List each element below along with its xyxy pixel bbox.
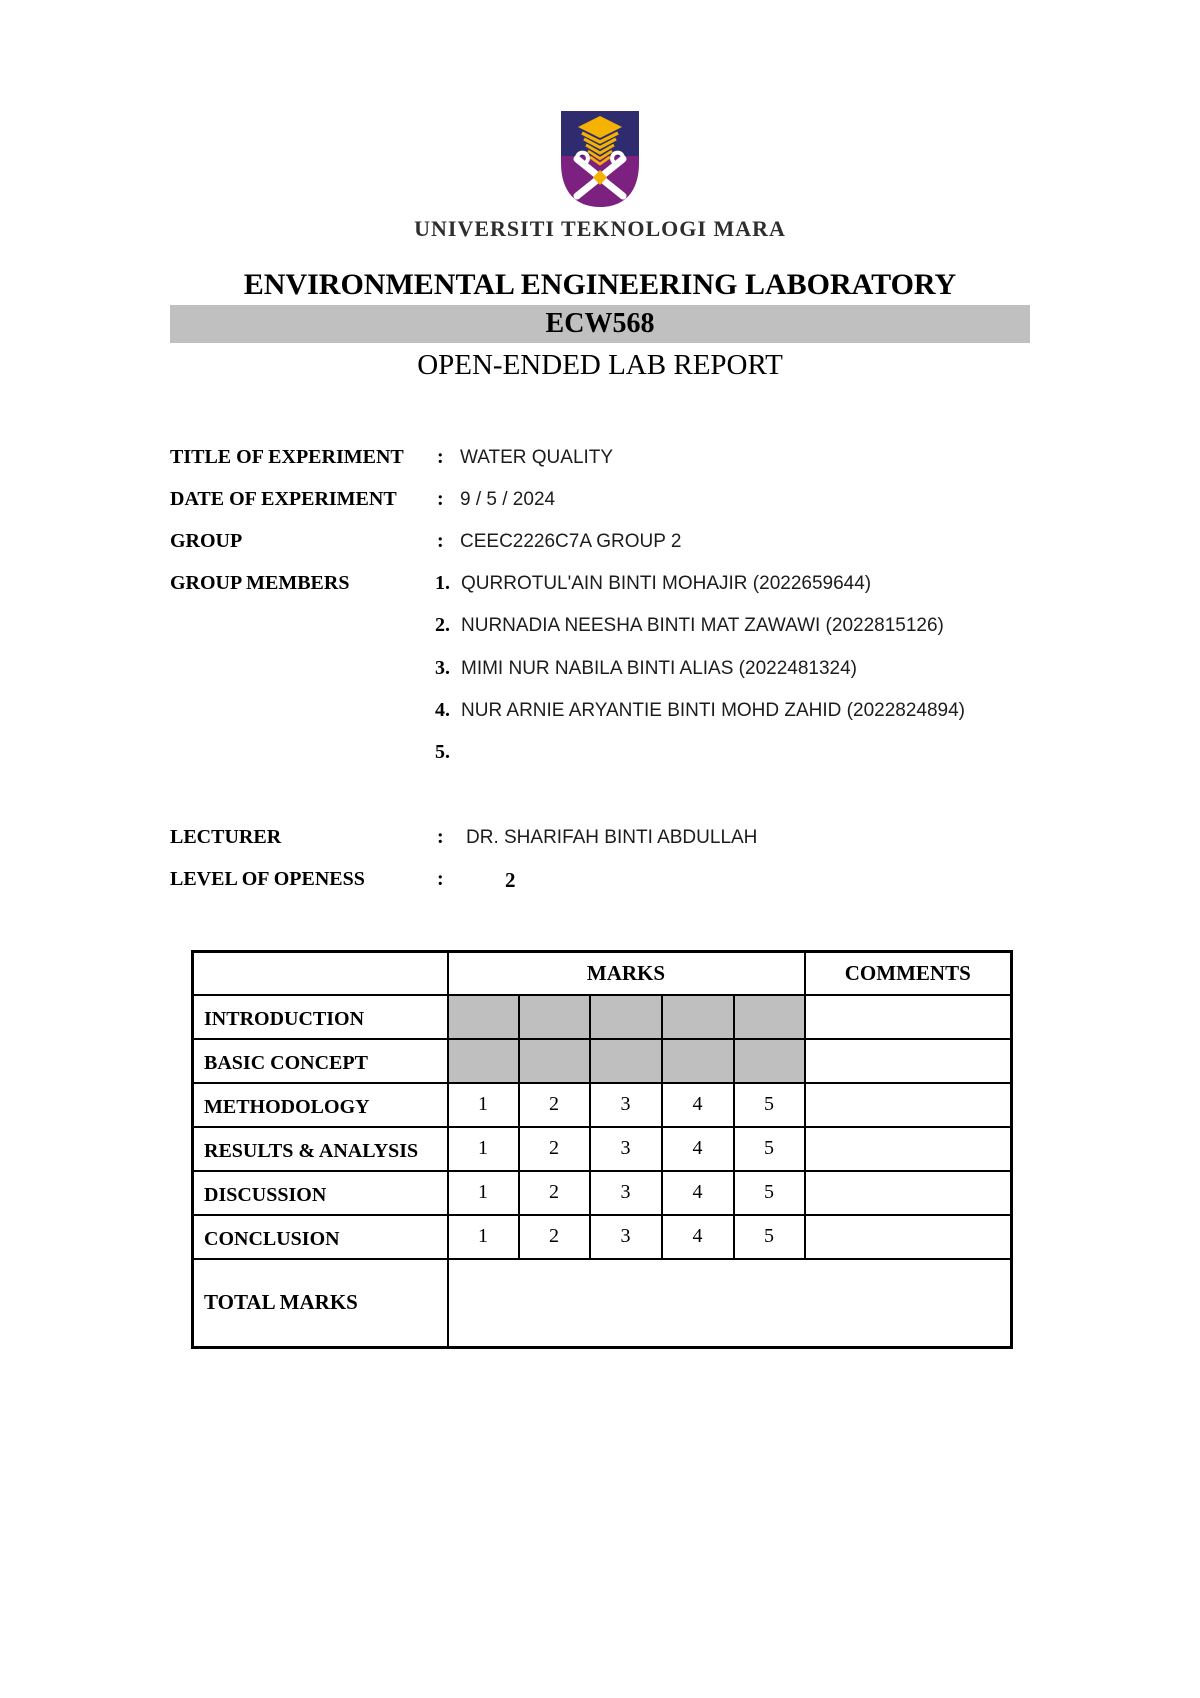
row-label: CONCLUSION — [193, 1215, 448, 1259]
course-code: ECW568 — [545, 308, 655, 339]
member-name: NURNADIA NEESHA BINTI MAT ZAWAWI (2022815126) — [461, 615, 944, 636]
mark-cell: 2 — [519, 1083, 590, 1127]
header-empty-cell — [193, 952, 448, 995]
mark-cell: 4 — [662, 1171, 734, 1215]
member-number: 5. — [435, 741, 450, 763]
comments-cell — [805, 1171, 1012, 1215]
field-label: LECTURER — [170, 826, 282, 848]
total-marks-label: TOTAL MARKS — [193, 1259, 448, 1348]
mark-cell: 1 — [448, 1171, 519, 1215]
row-label: DISCUSSION — [193, 1171, 448, 1215]
report-subtitle: OPEN-ENDED LAB REPORT — [417, 349, 783, 381]
field-separator: : — [437, 868, 444, 890]
row-label: BASIC CONCEPT — [193, 1039, 448, 1083]
mark-cell — [590, 1039, 662, 1083]
field-separator: : — [437, 826, 444, 848]
header-marks: MARKS — [448, 952, 805, 995]
comments-cell — [805, 1215, 1012, 1259]
mark-cell — [519, 1039, 590, 1083]
field-row-level-of-openness — [170, 868, 1070, 896]
field-value: 9 / 5 / 2024 — [460, 489, 556, 510]
mark-cell: 3 — [590, 1171, 662, 1215]
table-row-introduction — [193, 995, 1012, 1039]
member-name: QURROTUL'AIN BINTI MOHAJIR (2022659644) — [461, 573, 872, 594]
mark-cell: 4 — [662, 1215, 734, 1259]
course-code-banner — [170, 305, 1030, 343]
marks-table — [191, 950, 1013, 1349]
row-label: METHODOLOGY — [193, 1083, 448, 1127]
table-row-conclusion — [193, 1215, 1012, 1259]
mark-cell — [662, 995, 734, 1039]
member-item-2 — [170, 614, 1090, 642]
field-value: WATER QUALITY — [460, 447, 614, 468]
mark-cell: 5 — [734, 1083, 805, 1127]
mark-cell — [662, 1039, 734, 1083]
mark-cell: 1 — [448, 1083, 519, 1127]
mark-cell — [448, 995, 519, 1039]
member-item-3 — [170, 657, 1090, 685]
mark-cell: 5 — [734, 1171, 805, 1215]
document-title: ENVIRONMENTAL ENGINEERING LABORATORY — [243, 268, 957, 301]
member-number: 2. — [435, 614, 450, 636]
table-header-row — [193, 952, 1012, 995]
table-row-results-analysis — [193, 1127, 1012, 1171]
field-label: TITLE OF EXPERIMENT — [170, 446, 404, 468]
field-row-date-of-experiment — [170, 488, 1070, 516]
mark-cell: 2 — [519, 1171, 590, 1215]
member-number: 4. — [435, 699, 450, 721]
mark-cell: 5 — [734, 1215, 805, 1259]
field-value: 2 — [505, 868, 516, 892]
field-separator: : — [437, 530, 444, 552]
comments-cell — [805, 1127, 1012, 1171]
row-label: RESULTS & ANALYSIS — [193, 1127, 448, 1171]
logo-caption: UNIVERSITI TEKNOLOGI MARA — [414, 216, 786, 241]
mark-cell: 3 — [590, 1083, 662, 1127]
mark-cell: 3 — [590, 1215, 662, 1259]
mark-cell: 2 — [519, 1215, 590, 1259]
field-label: GROUP MEMBERS — [170, 572, 350, 594]
table-row-total-marks — [193, 1259, 1012, 1348]
member-name: NUR ARNIE ARYANTIE BINTI MOHD ZAHID (2022824894) — [461, 700, 966, 721]
comments-cell — [805, 1083, 1012, 1127]
field-separator: : — [437, 488, 444, 510]
field-row-title-of-experiment — [170, 446, 1070, 474]
member-number: 3. — [435, 657, 450, 679]
field-value: DR. SHARIFAH BINTI ABDULLAH — [466, 827, 758, 848]
field-label: GROUP — [170, 530, 243, 552]
mark-cell: 2 — [519, 1127, 590, 1171]
field-row-lecturer — [170, 826, 1070, 854]
table-row-discussion — [193, 1171, 1012, 1215]
mark-cell — [448, 1039, 519, 1083]
mark-cell — [590, 995, 662, 1039]
field-row-group — [170, 530, 1070, 558]
mark-cell — [734, 995, 805, 1039]
field-value: CEEC2226C7A GROUP 2 — [460, 531, 682, 552]
member-item-1 — [170, 572, 1090, 600]
mark-cell: 4 — [662, 1127, 734, 1171]
mark-cell — [734, 1039, 805, 1083]
uitm-logo — [558, 108, 642, 210]
field-label: LEVEL OF OPENESS — [170, 868, 365, 890]
comments-cell — [805, 995, 1012, 1039]
comments-cell — [805, 1039, 1012, 1083]
row-label: INTRODUCTION — [193, 995, 448, 1039]
member-item-5 — [170, 741, 1090, 769]
member-number: 1. — [435, 572, 450, 594]
table-row-methodology — [193, 1083, 1012, 1127]
field-label: DATE OF EXPERIMENT — [170, 488, 397, 510]
mark-cell — [519, 995, 590, 1039]
total-marks-value-cell — [448, 1259, 1012, 1348]
member-item-4 — [170, 699, 1090, 727]
mark-cell: 1 — [448, 1215, 519, 1259]
header-comments: COMMENTS — [805, 952, 1012, 995]
mark-cell: 1 — [448, 1127, 519, 1171]
mark-cell: 4 — [662, 1083, 734, 1127]
table-row-basic-concept — [193, 1039, 1012, 1083]
mark-cell: 5 — [734, 1127, 805, 1171]
field-separator: : — [437, 446, 444, 468]
mark-cell: 3 — [590, 1127, 662, 1171]
member-name: MIMI NUR NABILA BINTI ALIAS (2022481324) — [461, 658, 858, 679]
